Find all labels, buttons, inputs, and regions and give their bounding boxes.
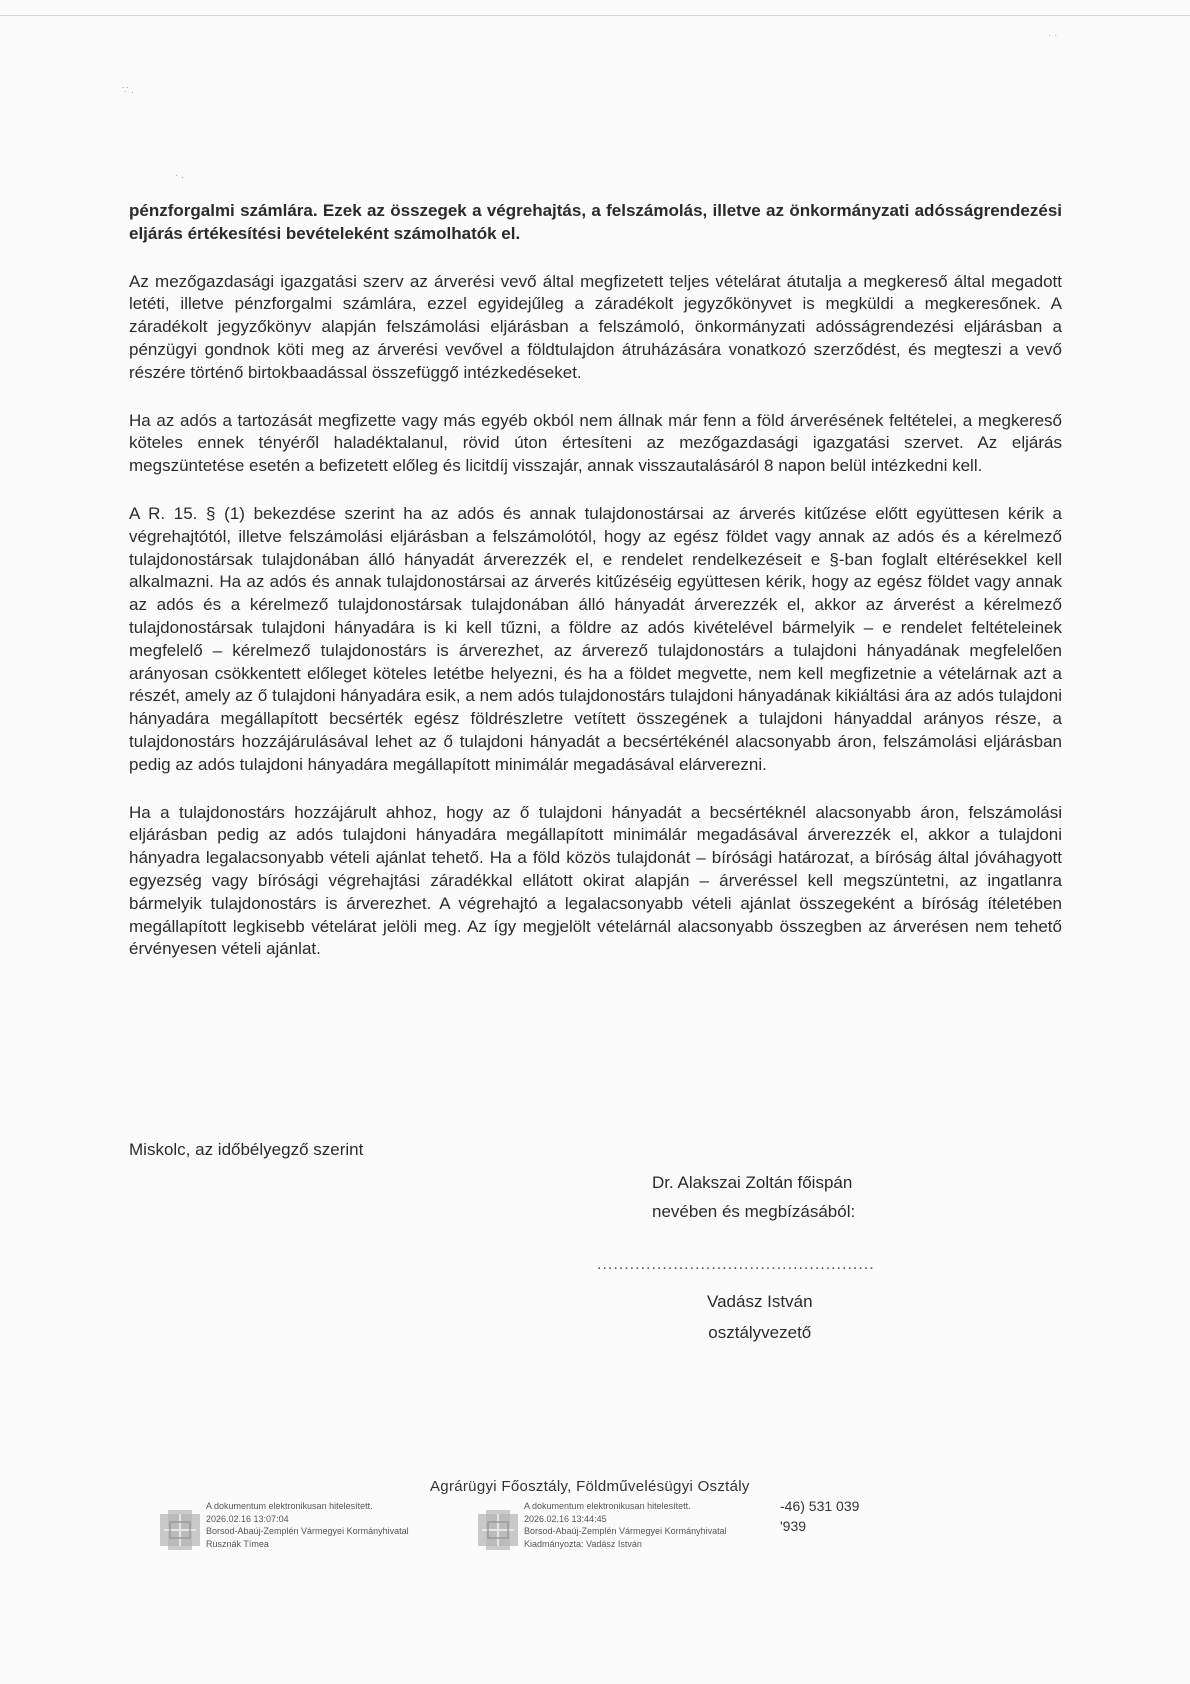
certificate-seal-icon: [160, 1510, 200, 1550]
paragraph-co-owners: A R. 15. § (1) bekezdése szerint ha az adós és annak tulajdonostársai az árverés kitűzése előtt együttesen kérik a végrehajtótól, illetve felszámolási eljárásban a felszámolótól, hogy az egész földet vagy annak az adós és a kérelmező tulajdonostársak tulajdonában álló hányadát árverezzék el, e rendelet rendelkezéseit e §-ban foglalt eltérésekkel kell alkalmazni. Ha az adós és annak tulajdonostársai az árverés kitűzéséig együttesen kérik, hogy az egész földet vagy annak az adós és a kérelmező tulajdonostársak tulajdonában álló hányadát árverezzék el, akkor az árverést a kérelmező tulajdonostársak tulajdoni hányadára is ki kell tűzni, a földre az adós kivételével bármelyik – e rendelet feltételeinek megfelelő – kérelmező tulajdonostárs is árverezhet, az árverező tulajdonostárs a tulajdoni hányadának megfelelően arányosan csökkentett előleget köteles letétbe helyezni, és ha a földet megvette, nem kell megfizetnie a vételárnak azt a részét, amely az ő tulajdoni hányadára esik, a nem adós tulajdonostárs tulajdoni hányadának kikiáltási ára az adós tulajdoni hányadára megállapított becsérték egész földrészletre vetített összegének a tulajdoni hányaddal arányos része, a tulajdonostárs hozzájárulásával lehet az ő tulajdoni hányadát a becsértékénél alacsonyabb áron, felszámolási eljárásban pedig az adós tulajdoni hányadára megállapított minimálár megadásával elárverezni.: [129, 503, 1062, 774]
signer-line-2: nevében és megbízásából:: [652, 1202, 856, 1221]
paragraph-co-owner-consent: Ha a tulajdonostárs hozzájárult ahhoz, hogy az ő tulajdoni hányadát a becsértéknél alacsonyabb áron, felszámolási eljárásban pedig az adós tulajdoni hányadára megállapított minimálár megadásával árverezzék el, akkor a tulajdoni hányadra legalacsonyabb vételi ajánlat tehető. Ha a föld közös tulajdonát – bírósági határozat, a bíróság által jóváhagyott egyezség vagy bírósági végrehajtási záradékkal ellátott okirat alapján – árveréssel kell megszüntetni, az ingatlanra bármelyik tulajdonostárs is árverezhet. A végrehajtó a legalacsonyabb vételi ajánlat összegeként a bíróság ítéletében megállapított legkisebb vételárat jelöli meg. Az így megjelölt vételárnál alacsonyabb összegben az árverésen nem tehető érvényesen vételi ajánlat.: [129, 802, 1062, 959]
stamp-line: Kiadmányozta: Vadász István: [524, 1538, 642, 1549]
certificate-seal-icon: [478, 1510, 518, 1550]
signatory: [707, 1286, 813, 1348]
stamp-line: Borsod-Abaúj-Zemplén Vármegyei Kormányhivatal: [206, 1526, 409, 1536]
stamp-line: A dokumentum elektronikusan hitelesített.: [206, 1501, 373, 1511]
stamp-line: 2026.02.16 13:44:45: [524, 1513, 607, 1524]
paragraph-transfer: Az mezőgazdasági igazgatási szerv az árverési vevő által megfizetett teljes vételárat átutalja a megkereső által megadott letéti, illetve pénzforgalmi számlára, ezzel egyidejűleg a záradékolt jegyzőkönyvet is megküldi a megkeresőnek. A záradékolt jegyzőkönyv alapján felszámolási eljárásban a felszámoló, önkormányzati adósságrendezési eljárásban a pénzügyi gondnok köti meg az árverési vevővel a földtulajdon átruházására vonatkozó szerződést, és megteszi a vevő részére történő birtokbaadással összefüggő intézkedéseket.: [129, 271, 1062, 382]
signatory-name: Vadász István: [707, 1292, 813, 1311]
signature-line: ...................................................: [597, 1256, 875, 1273]
document-body: [129, 200, 1062, 986]
e-signature-stamp: [160, 1500, 420, 1560]
footer-phone-line-1: -46) 531 039: [780, 1498, 860, 1514]
scan-speck: · ·: [1048, 30, 1058, 41]
footer-department: Agrárügyi Főosztály, Földművelésügyi Osztály: [430, 1478, 750, 1495]
lead-paragraph: pénzforgalmi számlára. Ezek az összegek a végrehajtás, a felszámolás, illetve az önkormányzati adósságrendezési eljárás értékesítési bevételeként számolhatók el.: [129, 201, 1062, 243]
footer-phone-line-2: '939: [780, 1518, 807, 1534]
signer-line-1: Dr. Alakszai Zoltán főispán: [652, 1173, 853, 1192]
stamp-line: A dokumentum elektronikusan hitelesített.: [524, 1501, 691, 1511]
stamp-line: Rusznák Tímea: [206, 1538, 269, 1549]
stamp-line: Borsod-Abaúj-Zemplén Vármegyei Kormányhivatal: [524, 1526, 727, 1536]
paragraph-debt-paid: Ha az adós a tartozását megfizette vagy más egyéb okból nem állnak már fenn a föld árverésének feltételei, a megkereső köteles ennek tényéről haladéktalanul, rövid úton értesíteni az mezőgazdasági igazgatási szervet. Az eljárás megszüntetése esetén a befizetett előleg és licitdíj visszajár, annak visszautalásáról 8 napon belül intézkedni kell.: [129, 410, 1062, 476]
place-date: Miskolc, az időbélyegző szerint: [129, 1140, 364, 1159]
signatory-title: osztályvezető: [708, 1323, 812, 1342]
e-signature-stamp: [478, 1500, 738, 1560]
scan-speck: ∵ .: [122, 85, 134, 96]
stamp-text: [524, 1500, 727, 1550]
footer-phone: [780, 1496, 859, 1536]
scan-edge-line: [0, 15, 1190, 16]
signer-block: [652, 1168, 855, 1226]
scan-speck: · .: [175, 170, 184, 181]
stamp-text: [206, 1500, 409, 1550]
stamp-line: 2026.02.16 13:07:04: [206, 1513, 289, 1524]
